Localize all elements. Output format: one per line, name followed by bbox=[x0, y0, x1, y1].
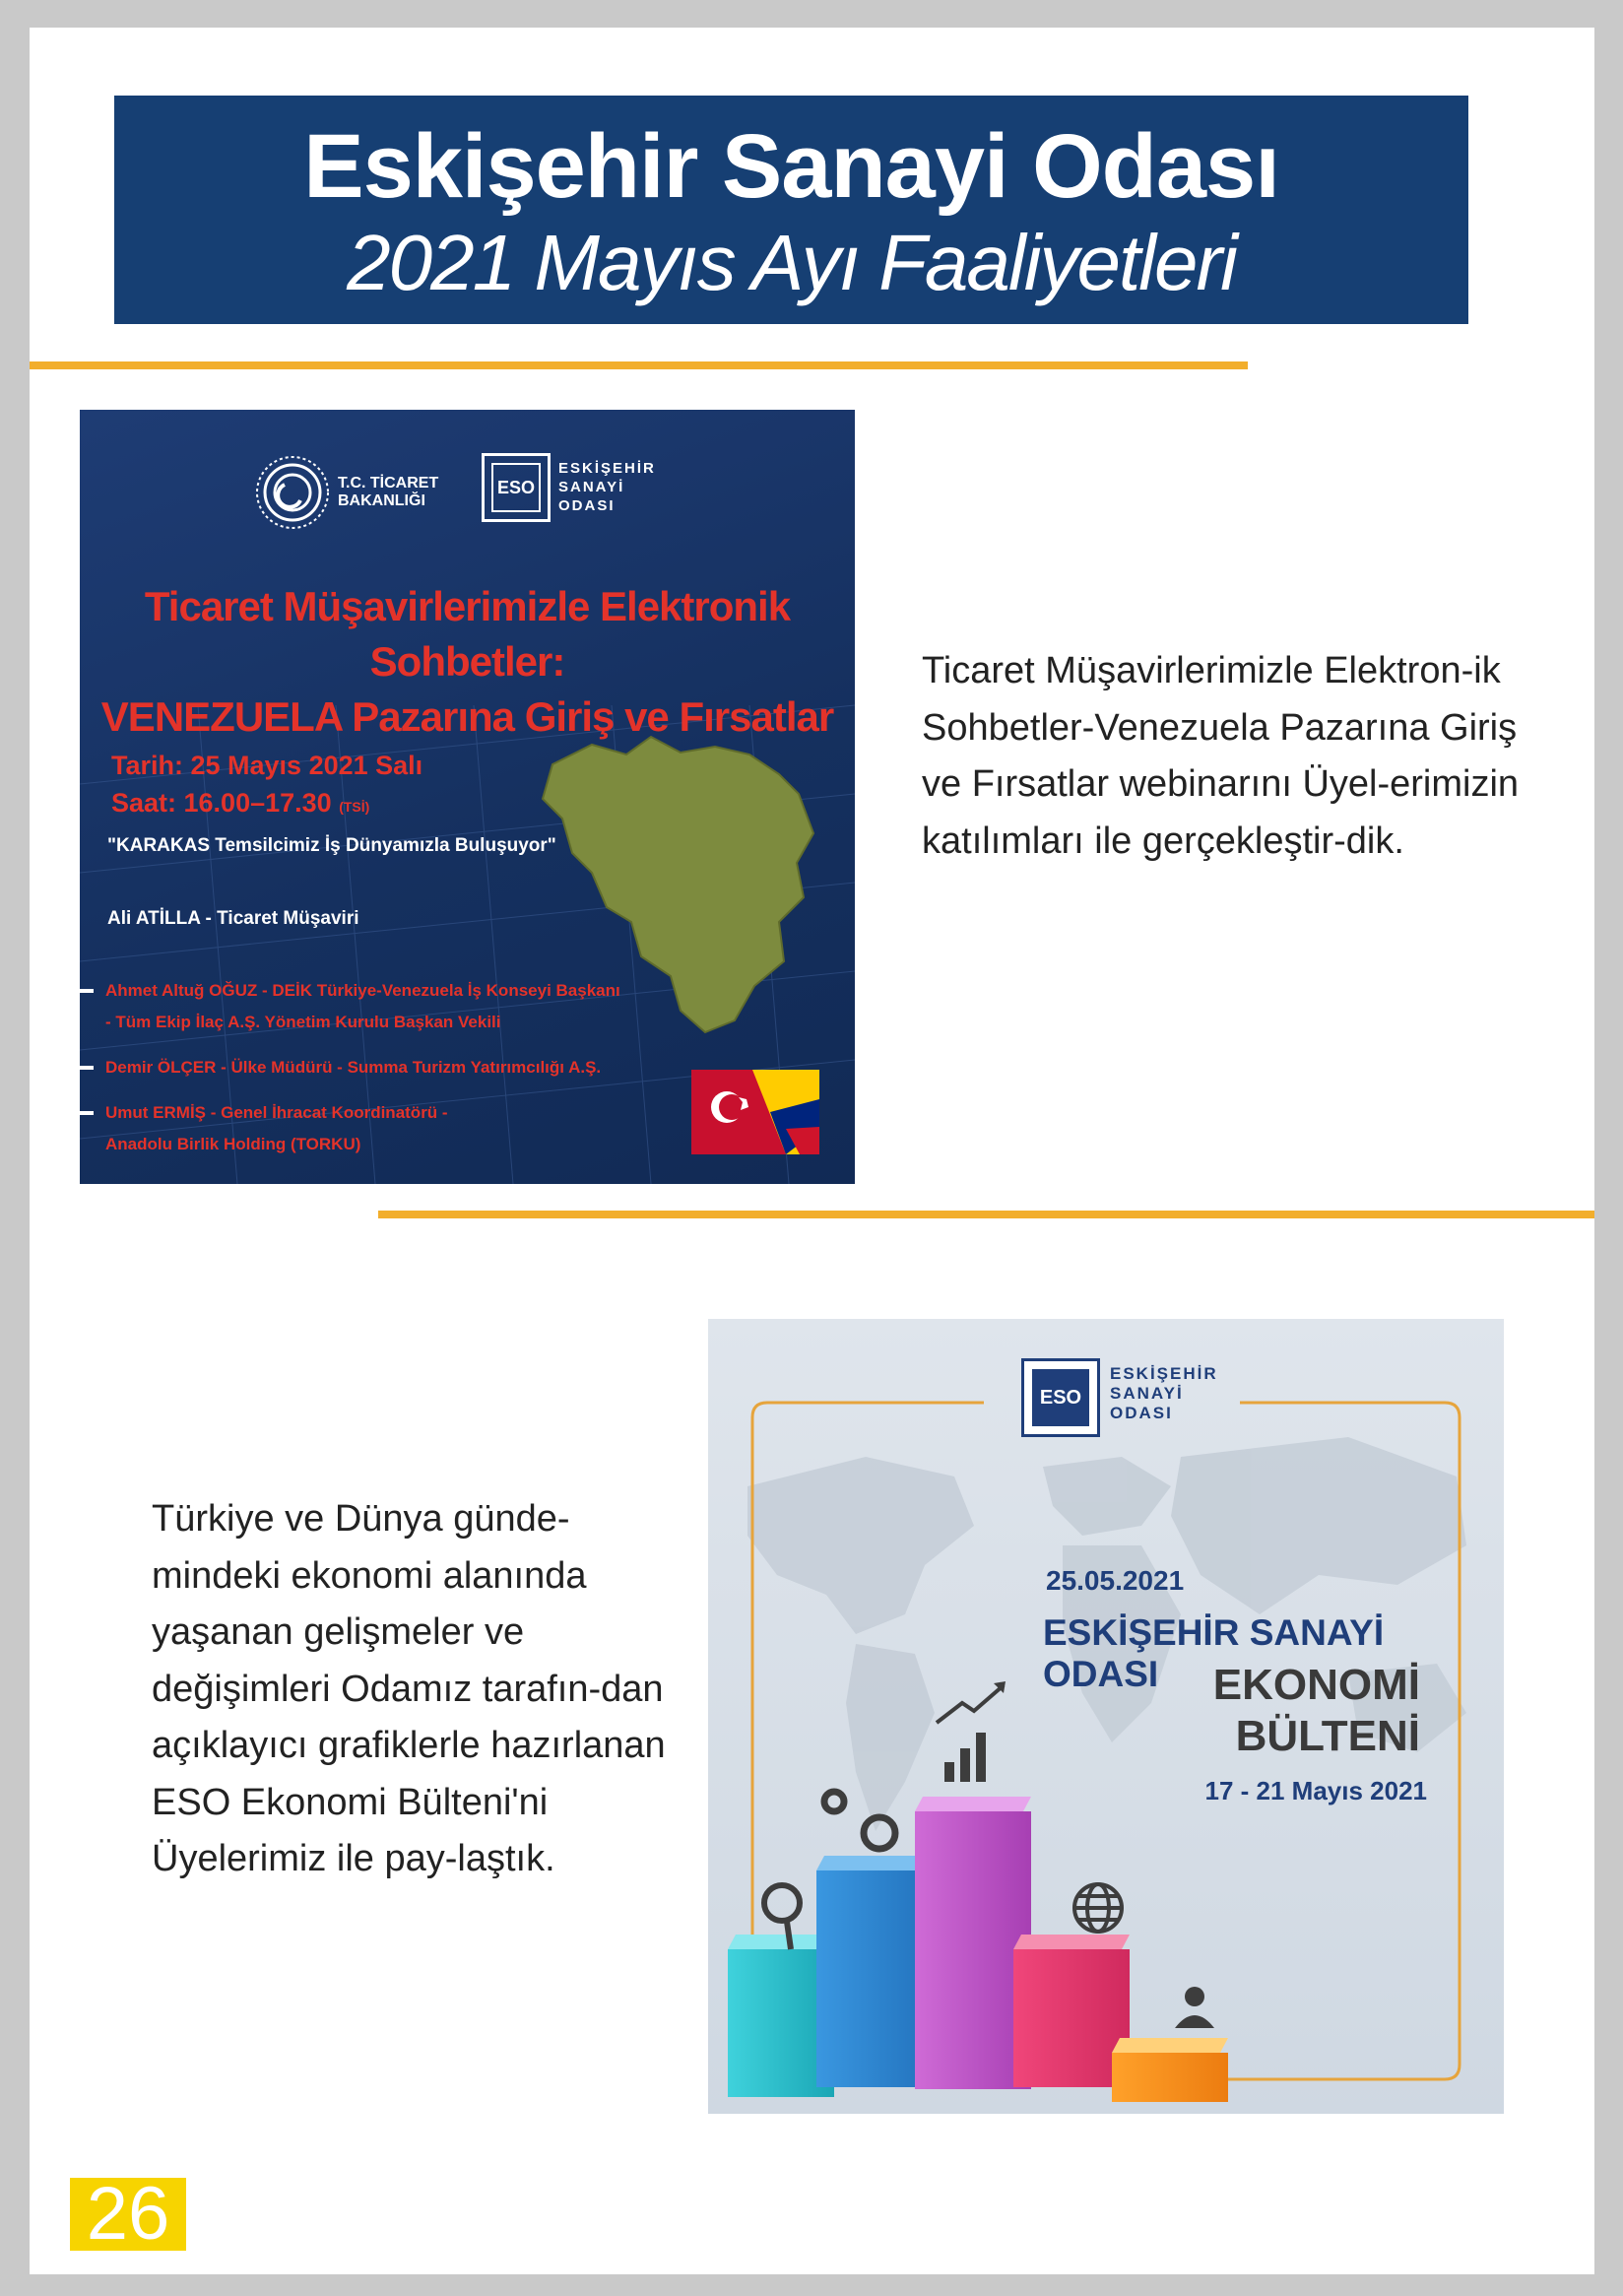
webinar-poster bbox=[80, 410, 855, 1184]
poster-host: Ali ATİLLA - Ticaret Müşaviri bbox=[107, 908, 359, 929]
person-icon bbox=[1175, 1987, 1214, 2028]
bar-orange bbox=[1112, 2038, 1228, 2102]
document-page bbox=[30, 28, 1594, 2274]
bulletin-eso-name: ESKİŞEHİR SANAYİ ODASI bbox=[1110, 1364, 1218, 1422]
eso-logo: ESO bbox=[482, 453, 551, 522]
bulletin-poster bbox=[708, 1319, 1504, 2114]
bulletin-bar-illustration bbox=[708, 1319, 1504, 2114]
divider-middle bbox=[378, 1211, 1594, 1218]
poster-quote: "KARAKAS Temsilcimiz İş Dünyamızla Buluşuyor" bbox=[107, 835, 556, 856]
gear-icon bbox=[824, 1792, 895, 1849]
speaker-item: Demir ÖLÇER - Ülke Müdürü - Summa Turizm Yatırımcılığı A.Ş. bbox=[105, 1052, 620, 1083]
speaker-item: Umut ERMİŞ - Genel İhracat Koordinatörü - Anadolu Birlik Holding (TORKU) bbox=[105, 1097, 620, 1160]
flags-icon bbox=[691, 1070, 819, 1154]
bulletin-date-range: 17 - 21 Mayıs 2021 bbox=[1204, 1776, 1427, 1805]
page-title: Eskişehir Sanayi Odası bbox=[303, 116, 1279, 217]
poster-date-time: Tarih: 25 Mayıs 2021 Salı Saat: 16.00–17.30 (TSİ) bbox=[111, 751, 423, 818]
ministry-name: T.C. TİCARET BAKANLIĞI bbox=[338, 475, 439, 509]
growth-icon bbox=[937, 1681, 1006, 1782]
bulletin-date: 25.05.2021 bbox=[1046, 1565, 1185, 1596]
webinar-description: Ticaret Müşavirlerimizle Elektron-ik Sohbetler-Venezuela Pazarına Giriş ve Fırsatlar webinarını Üyel-erimizin katılımları ile gerçekleştir-dik. bbox=[922, 650, 1520, 862]
bulletin-title: EKONOMİ BÜLTENİ bbox=[1212, 1661, 1420, 1760]
header-banner bbox=[114, 96, 1468, 324]
speaker-item: Ahmet Altuğ OĞUZ - DEİK Türkiye-Venezuela İş Konseyi Başkanı - Tüm Ekip İlaç A.Ş. Yönetim Kurulu Başkan Vekili bbox=[105, 975, 620, 1038]
globe-icon bbox=[1074, 1884, 1122, 1932]
venezuela-map-icon bbox=[533, 725, 828, 1040]
bulletin-eso-logo: ESO bbox=[1021, 1358, 1100, 1437]
page-number: 26 bbox=[70, 2178, 186, 2251]
eso-name: ESKİŞEHİR SANAYİ ODASI bbox=[558, 460, 656, 514]
bulletin-description: Türkiye ve Dünya günde-mindeki ekonomi alanında yaşanan gelişmeler ve değişimleri Odamız tarafın-dan açıklayıcı grafiklerle hazırlanan ESO Ekonomi Bülteni'ni Üyelerimiz ile pay-laştık. bbox=[152, 1498, 666, 1879]
ministry-emblem-icon bbox=[255, 455, 330, 530]
poster-title: Ticaret Müşavirlerimizle Elektronik Sohbetler: VENEZUELA Pazarına Giriş ve Fırsatlar bbox=[100, 583, 834, 740]
divider-top bbox=[30, 361, 1248, 369]
page-subtitle: 2021 Mayıs Ayı Faaliyetleri bbox=[347, 219, 1236, 306]
bulletin-org: ESKİŞEHİR SANAYİ ODASI bbox=[1043, 1612, 1385, 1694]
